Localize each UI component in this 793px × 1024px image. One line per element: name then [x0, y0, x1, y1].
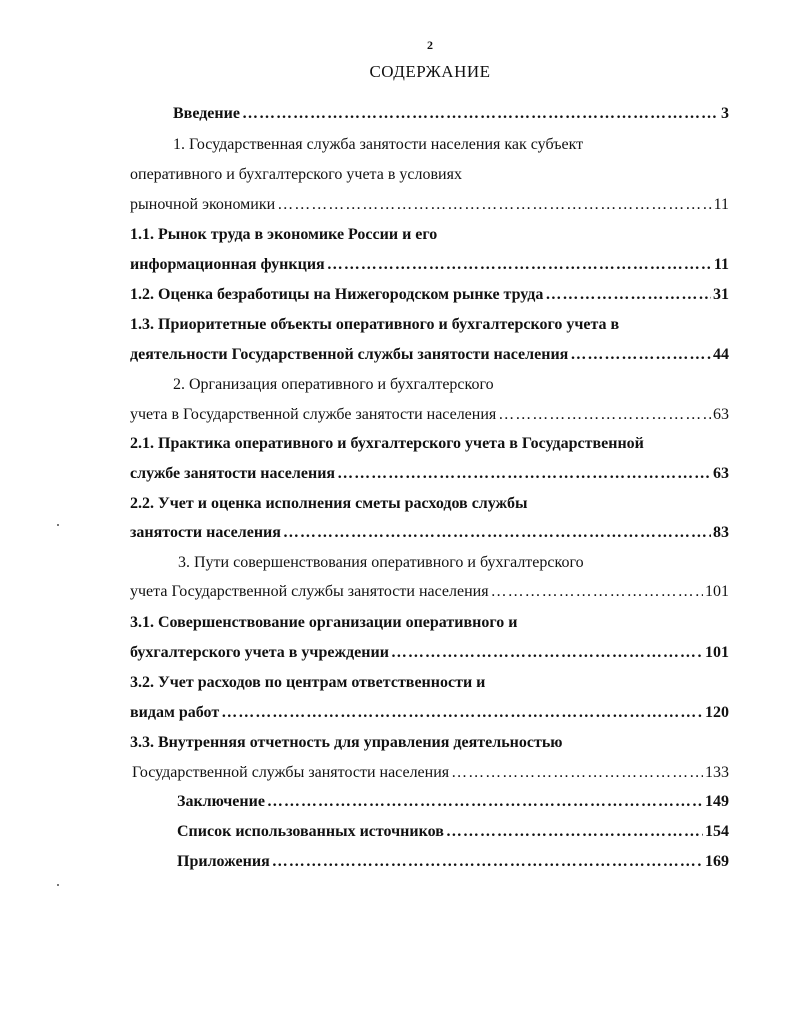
toc-entry-text: Список использованных источников [177, 823, 444, 840]
toc-entry-chapter-3-line-2[interactable] [130, 582, 729, 602]
toc-leader-dots [570, 345, 711, 365]
toc-entry-2-2-line-2[interactable] [130, 523, 729, 543]
toc-entry-text: 1.2. Оценка безработицы на Нижегородском рынке труда [130, 286, 544, 303]
toc-leader-dots [272, 852, 703, 872]
toc-entry-text: 2.2. Учет и оценка исполнения сметы расходов службы [130, 495, 528, 512]
toc-entry-text: 3.3. Внутренняя отчетность для управления деятельностью [130, 734, 563, 751]
toc-leader-dots [283, 523, 711, 543]
toc-entry-text: 1.1. Рынок труда в экономике России и его [130, 226, 438, 243]
toc-entry-3-3-line-2[interactable] [132, 763, 729, 783]
toc-entry-chapter-1-line-1[interactable] [173, 135, 583, 155]
toc-entry-introduction[interactable] [173, 104, 729, 124]
toc-entry-appendices[interactable] [177, 852, 729, 872]
toc-entry-text: Государственной службы занятости населения [132, 764, 450, 781]
toc-entry-1-1-line-2[interactable] [130, 255, 729, 275]
toc-leader-dots [391, 643, 703, 663]
toc-entry-page: 63 [713, 406, 729, 423]
toc-entry-page: 11 [713, 256, 729, 273]
toc-entry-page: 3 [721, 105, 729, 122]
toc-entry-page: 169 [705, 853, 729, 870]
toc-entry-3-3-line-1[interactable] [130, 733, 563, 753]
toc-entry-page: 83 [713, 524, 729, 541]
toc-leader-dots [337, 464, 711, 484]
toc-leader-dots [277, 195, 711, 215]
toc-entry-text: учета Государственной службы занятости населения [130, 583, 489, 600]
toc-entry-text: 3.2. Учет расходов по центрам ответственности и [130, 674, 486, 691]
toc-entry-1-3-line-2[interactable] [130, 345, 729, 365]
toc-leader-dots [491, 582, 703, 602]
toc-leader-dots [267, 792, 703, 812]
toc-entry-text: информационная функция [130, 256, 325, 273]
toc-entry-page: 63 [713, 465, 729, 482]
toc-entry-text: учета в Государственной службе занятости населения [130, 406, 497, 423]
toc-entry-2-1-line-2[interactable] [130, 464, 729, 484]
toc-entry-references[interactable] [177, 822, 729, 842]
toc-entry-3-2-line-1[interactable] [130, 673, 485, 693]
toc-leader-dots [498, 405, 711, 425]
toc-entry-page: 101 [705, 583, 729, 600]
toc-entry-text: Заключение [177, 793, 265, 810]
toc-leader-dots [221, 703, 703, 723]
toc-entry-page: 101 [705, 644, 729, 661]
toc-leader-dots [545, 285, 711, 305]
toc-entry-text: оперативного и бухгалтерского учета в условиях [130, 166, 462, 183]
toc-leader-dots [327, 255, 712, 275]
page-number: 2 [427, 38, 433, 52]
toc-entry-page: 149 [705, 793, 729, 810]
toc-entry-text: рыночной экономики [130, 196, 276, 213]
toc-entry-text: 3.1. Совершенствование организации оперативного и [130, 614, 518, 631]
toc-entry-text: занятости населения [130, 524, 281, 541]
toc-entry-chapter-2-line-1[interactable] [173, 375, 494, 395]
page-title: СОДЕРЖАНИЕ [369, 62, 491, 81]
toc-entry-1-1-line-1[interactable] [130, 225, 437, 245]
toc-entry-2-1-line-1[interactable] [130, 434, 644, 454]
toc-entry-2-2-line-1[interactable] [130, 494, 527, 514]
toc-entry-text: Приложения [177, 853, 270, 870]
toc-entry-text: 1. Государственная служба занятости населения как субъект [173, 136, 584, 153]
toc-entry-1-3-line-1[interactable] [130, 315, 619, 335]
toc-entry-chapter-1-line-3[interactable] [130, 195, 729, 215]
toc-entry-text: видам работ [130, 704, 220, 721]
toc-entry-page: 133 [705, 764, 729, 781]
scan-speck [57, 884, 59, 886]
toc-entry-chapter-1-line-2 [130, 165, 462, 185]
toc-entry-text: деятельности Государственной службы занятости населения [130, 346, 569, 363]
toc-leader-dots [451, 763, 703, 783]
toc-entry-text: бухгалтерского учета в учреждении [130, 644, 389, 661]
scan-speck [57, 524, 59, 526]
toc-leader-dots [446, 822, 703, 842]
toc-entry-3-1-line-2[interactable] [130, 643, 729, 663]
toc-entry-text: 3. Пути совершенствования оперативного и бухгалтерского [178, 554, 584, 571]
toc-entry-page: 44 [713, 346, 729, 363]
toc-entry-chapter-3-line-1[interactable] [178, 553, 584, 573]
toc-entry-page: 154 [705, 823, 729, 840]
toc-entry-text: службе занятости населения [130, 465, 336, 482]
toc-entry-text: 2.1. Практика оперативного и бухгалтерского учета в Государственной [130, 435, 644, 452]
toc-leader-dots [242, 104, 719, 124]
toc-entry-conclusion[interactable] [177, 792, 729, 812]
toc-entry-3-1-line-1[interactable] [130, 613, 517, 633]
toc-entry-page: 120 [705, 704, 729, 721]
toc-entry-page: 11 [713, 196, 729, 213]
toc-entry-1-2[interactable] [130, 285, 729, 305]
toc-entry-text: Введение [173, 105, 240, 122]
toc-entry-text: 2. Организация оперативного и бухгалтерского [173, 376, 494, 393]
toc-entry-chapter-2-line-2[interactable] [130, 405, 729, 425]
toc-entry-3-2-line-2[interactable] [130, 703, 729, 723]
toc-entry-page: 31 [713, 286, 729, 303]
toc-entry-text: 1.3. Приоритетные объекты оперативного и бухгалтерского учета в [130, 316, 620, 333]
